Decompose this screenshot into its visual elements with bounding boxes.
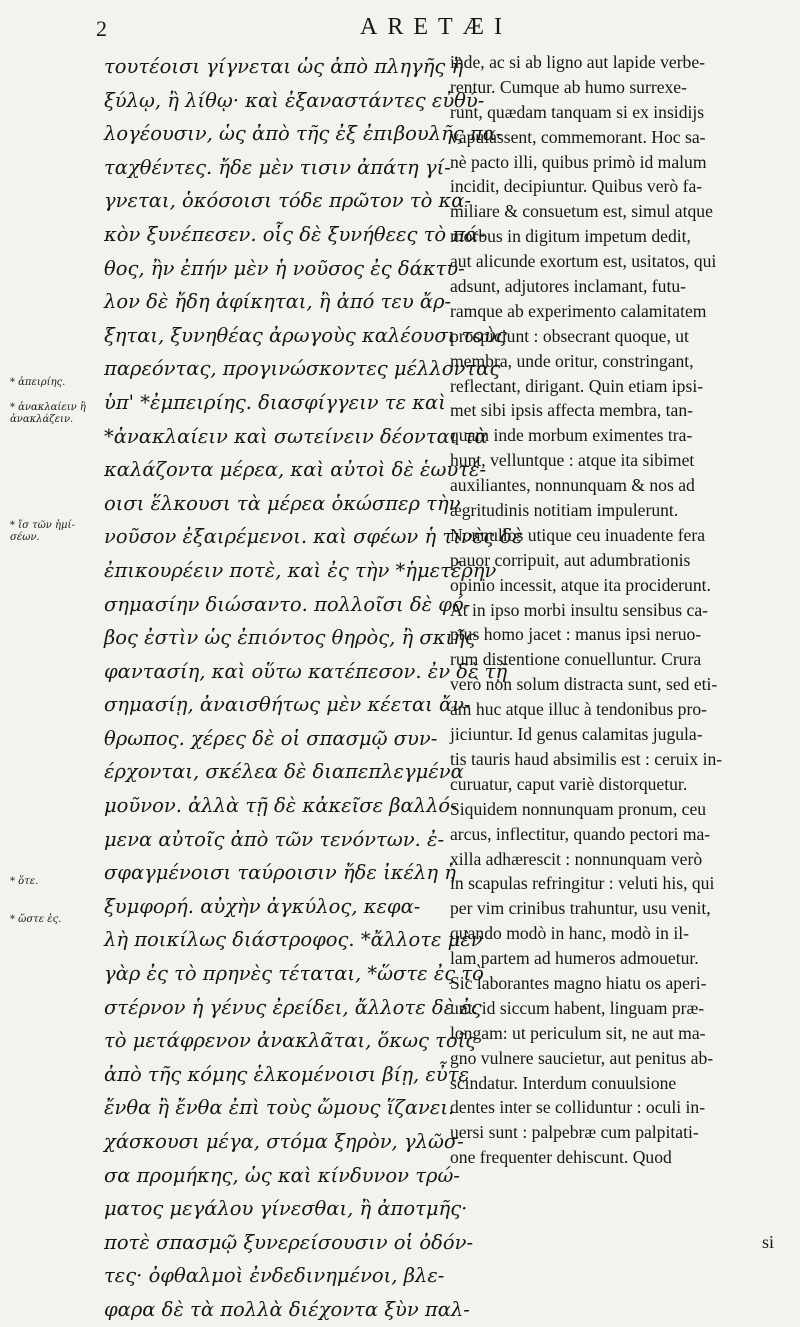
latin-text-line: vapulassent, commemorant. Hoc sa-	[450, 126, 706, 147]
catchword: si	[762, 1232, 775, 1252]
latin-text-line: per vim crinibus trahuntur, usu venit,	[450, 898, 711, 919]
latin-text-line: quam inde morbum eximentes tra-	[450, 425, 693, 446]
greek-text-line: ξύλῳ, ἢ λίθῳ· καὶ ἐξαναστάντες εὐθύ-	[104, 88, 485, 112]
latin-text-line: At in ipso morbi insultu sensibus ca-	[450, 599, 709, 620]
greek-text-line: σα προμήκης, ὡς καὶ κίνδυνον τρώ-	[104, 1163, 460, 1187]
greek-text-line: σημασίῃ, ἀναισθήτως μὲν κέεται ἄν-	[104, 693, 471, 717]
latin-text-line: one frequenter dehiscunt. Quod	[450, 1147, 672, 1168]
greek-text-line: παρεόντας, προγινώσκοντες μέλλοντας	[104, 357, 501, 381]
greek-text-line: ξυμφορή. αὐχὴν ἀγκύλος, κεφα-	[104, 894, 421, 918]
greek-text-line: στέρνον ἡ γένυς ἐρείδει, ἄλλοτε δὲ ἐς	[104, 995, 482, 1019]
latin-text-line: uersi sunt : palpebræ cum palpitati-	[450, 1122, 699, 1143]
latin-text-line: met sibi ipsis affecta membra, tan-	[450, 400, 693, 421]
latin-text-line: pauor corripuit, aut adumbrationis	[450, 549, 691, 570]
latin-text-line: prospiciunt : obsecrant quoque, ut	[450, 325, 689, 346]
latin-text-line: arcus, inflectitur, quando pectori ma-	[450, 823, 711, 844]
greek-text-line: θρωπος. χέρες δὲ οἱ σπασμῷ συν-	[104, 726, 438, 750]
greek-text-line: γνεται, ὁκόσοισι τόδε πρῶτον τὸ κα-	[104, 189, 472, 213]
latin-text-line: in scapulas refringitur : veluti his, qui	[450, 873, 715, 894]
latin-text-line: Sic laborantes magno hiatu os aperi-	[450, 972, 707, 993]
greek-text-line: ἐπικουρέειν ποτὲ, καὶ ἐς τὴν *ἡμετέρην	[104, 558, 497, 582]
latin-text-line: hunt, velluntque : atque ita sibimet	[450, 450, 695, 471]
latin-text-line: xilla adhærescit : nonnunquam verò	[450, 848, 703, 869]
latin-text-line: jiciuntur. Id genus calamitas jugula-	[450, 724, 703, 745]
latin-text-line: ægritudinis notitiam impulerunt.	[450, 500, 679, 521]
latin-text-line: dentes inter se colliduntur : oculi in-	[450, 1097, 706, 1118]
greek-text-line: ματος μεγάλου γίνεσθαι, ἢ ἀποτμῆς·	[104, 1197, 468, 1221]
margin-note: * ὥστε ἐς.	[10, 914, 62, 925]
greek-text-line: λογέουσιν, ὡς ἀπὸ τῆς ἐξ ἐπιβουλῆς πα-	[104, 122, 503, 146]
greek-text-line: ξηται, ξυνηθέας ἀρωγοὺς καλέουσι τοὺς	[104, 323, 507, 347]
latin-text-line: inde, ac si ab ligno aut lapide verbe-	[450, 52, 706, 72]
latin-text-line: curuatur, caput variè distorquetur.	[450, 773, 688, 794]
greek-text-line: ἀπὸ τῆς κόμης ἑλκομένοισι βίῃ, εὖτε	[104, 1062, 469, 1086]
greek-text-line: ποτὲ σπασμῷ ξυνερείσουσιν οἱ ὀδόν-	[104, 1230, 474, 1254]
latin-text-line: scindatur. Interdum conuulsione	[450, 1072, 677, 1093]
greek-text-line: λὴ ποικίλως διάστροφος. *ἄλλοτε μὲν	[104, 928, 483, 952]
latin-text-line: auxiliantes, nonnunquam & nos ad	[450, 475, 695, 496]
latin-text-line: reflectant, dirigant. Quin etiam ipsi-	[450, 375, 704, 396]
latin-text-line: tis tauris haud absimilis est : ceruix in-	[450, 748, 723, 769]
latin-text-line: longam: ut periculum sit, ne aut ma-	[450, 1022, 706, 1043]
latin-text-line: membra, unde oritur, constringant,	[450, 350, 694, 371]
greek-text-line: χάσκουσι μέγα, στόμα ξηρὸν, γλῶσ-	[104, 1130, 464, 1153]
page-header	[0, 10, 800, 40]
greek-text-line: σημασίην διώσαντο. πολλοῖσι δὲ φό-	[104, 592, 471, 616]
latin-text-line: morbus in digitum impetum dedit,	[450, 226, 691, 247]
greek-text-line: *ἀνακλαίειν καὶ σωτείνειν δέονται τὰ	[104, 424, 488, 448]
latin-text-line: adsunt, adjutores inclamant, futu-	[450, 276, 686, 297]
latin-text-line: quando modò in hanc, modò in il-	[450, 923, 689, 944]
greek-text-line: λον δὲ ἤδη ἀφίκηται, ἢ ἀπό τευ ἄρ-	[104, 290, 452, 314]
latin-text-line: rum distentione conuelluntur. Crura	[450, 649, 702, 670]
greek-text-line: μενα αὐτοῖς ἀπὸ τῶν τενόντων. ἐ-	[104, 827, 445, 851]
greek-text-line: θος, ἢν ἐπήν μὲν ἡ νοῦσος ἐς δάκτυ-	[104, 256, 465, 280]
latin-text-line: lam partem ad humeros admouetur.	[450, 948, 699, 969]
latin-text-line: miliare & consuetum est, simul atque	[450, 201, 713, 222]
latin-text-line: rentur. Cumque ab humo surrexe-	[450, 76, 687, 97]
greek-text-line: ὑπ' *ἐμπειρίης. διασφίγγειν τε καὶ	[104, 390, 446, 414]
latin-text-line: ptus homo jacet : manus ipsi neruo-	[450, 624, 702, 645]
greek-text-line: καλάζοντα μέρεα, καὶ αὐτοὶ δὲ ἑωυτέ-	[104, 458, 487, 482]
greek-text-line: βος ἐστὶν ὡς ἐπιόντος θηρὸς, ἢ σκιῆς	[104, 626, 476, 650]
latin-text-line: Siquidem nonnunquam pronum, ceu	[450, 798, 707, 819]
greek-text-line: μοῦνον. ἀλλὰ τῇ δὲ κἀκεῖσε βαλλό-	[104, 794, 457, 818]
greek-text-line: ἔνθα ἢ ἔνθα ἐπὶ τοὺς ὤμους ἵζανει.	[104, 1096, 455, 1120]
latin-text-line: nè pacto illi, quibus primò id malum	[450, 151, 707, 172]
latin-text-line: am huc atque illuc à tendonibus pro-	[450, 699, 707, 720]
greek-text-line: ταχθέντες. ἤδε μὲν τισιν ἀπάτη γί-	[104, 155, 451, 179]
greek-text-line: έρχονται, σκέλεα δὲ διαπεπλεγμένα	[104, 760, 464, 784]
latin-text-line: ramque ab experimento calamitatem	[450, 300, 707, 321]
margin-notes	[10, 0, 102, 1271]
greek-text-line: οισι ἕλκουσι τὰ μέρεα ὁκώσπερ τὴν	[104, 491, 461, 515]
greek-text-line: τες· ὀφθαλμοὶ ἐνδεδινημένοι, βλε-	[104, 1264, 445, 1288]
greek-text-column	[104, 50, 523, 1327]
latin-text-column	[450, 50, 796, 1170]
margin-note: * ὅτε.	[10, 876, 39, 887]
latin-text-line: incidit, decipiuntur. Quibus verò fa-	[450, 176, 703, 197]
greek-text-line: κὸν ξυνέπεσεν. οἷς δὲ ξυνήθεες τὸ πά-	[104, 222, 485, 246]
greek-text-line: γὰρ ἐς τὸ πρηνὲς τέταται, *ὥστε ἐς τὸ	[104, 962, 484, 986]
page-number: 2	[96, 16, 107, 41]
running-head: ARETÆI	[360, 14, 512, 40]
latin-text-line: runt, quædam tanquam si ex insidijs	[450, 101, 705, 122]
latin-text-line: gno vulnere saucietur, aut penitus ab-	[450, 1047, 714, 1068]
latin-text-line: unt: id siccum habent, linguam præ-	[450, 997, 705, 1018]
greek-text-line: φαντασίη, καὶ οὕτω κατέπεσον. ἐν δὲ τῇ	[104, 659, 508, 683]
latin-text-line: Nonnullos utique ceu inuadente fera	[450, 524, 706, 545]
latin-text-line: verò non solum distracta sunt, sed eti-	[450, 674, 718, 695]
greek-text-line: τὸ μετάφρενον ἀνακλᾶται, ὅκως τοῖς	[104, 1029, 477, 1053]
margin-note: * ἀπειρίης.	[10, 377, 66, 388]
latin-text-line: opinio incessit, atque ita prociderunt.	[450, 574, 711, 595]
greek-text-line: τουτέοισι γίγνεται ὡς ἀπὸ πληγῆς ἢ	[104, 55, 464, 78]
greek-text-line: φαρα δὲ τὰ πολλὰ διέχοντα ξὺν παλ-	[104, 1297, 470, 1321]
margin-note: * ἴσ τῶν ἡμί- σέων.	[10, 520, 75, 543]
greek-text-line: νοῦσον ἐξαιρέμενοι. καὶ σφέων ἡ τινὲς δὲ	[104, 525, 523, 549]
margin-note: * ἀνακλαίειν ἢ ἀνακλάζειν.	[10, 402, 86, 425]
greek-text-line: σφαγμένοισι ταύροισιν ἤδε ἰκέλη ἡ	[104, 861, 456, 885]
latin-text-line: aut alicunde exortum est, usitatos, qui	[450, 251, 717, 272]
